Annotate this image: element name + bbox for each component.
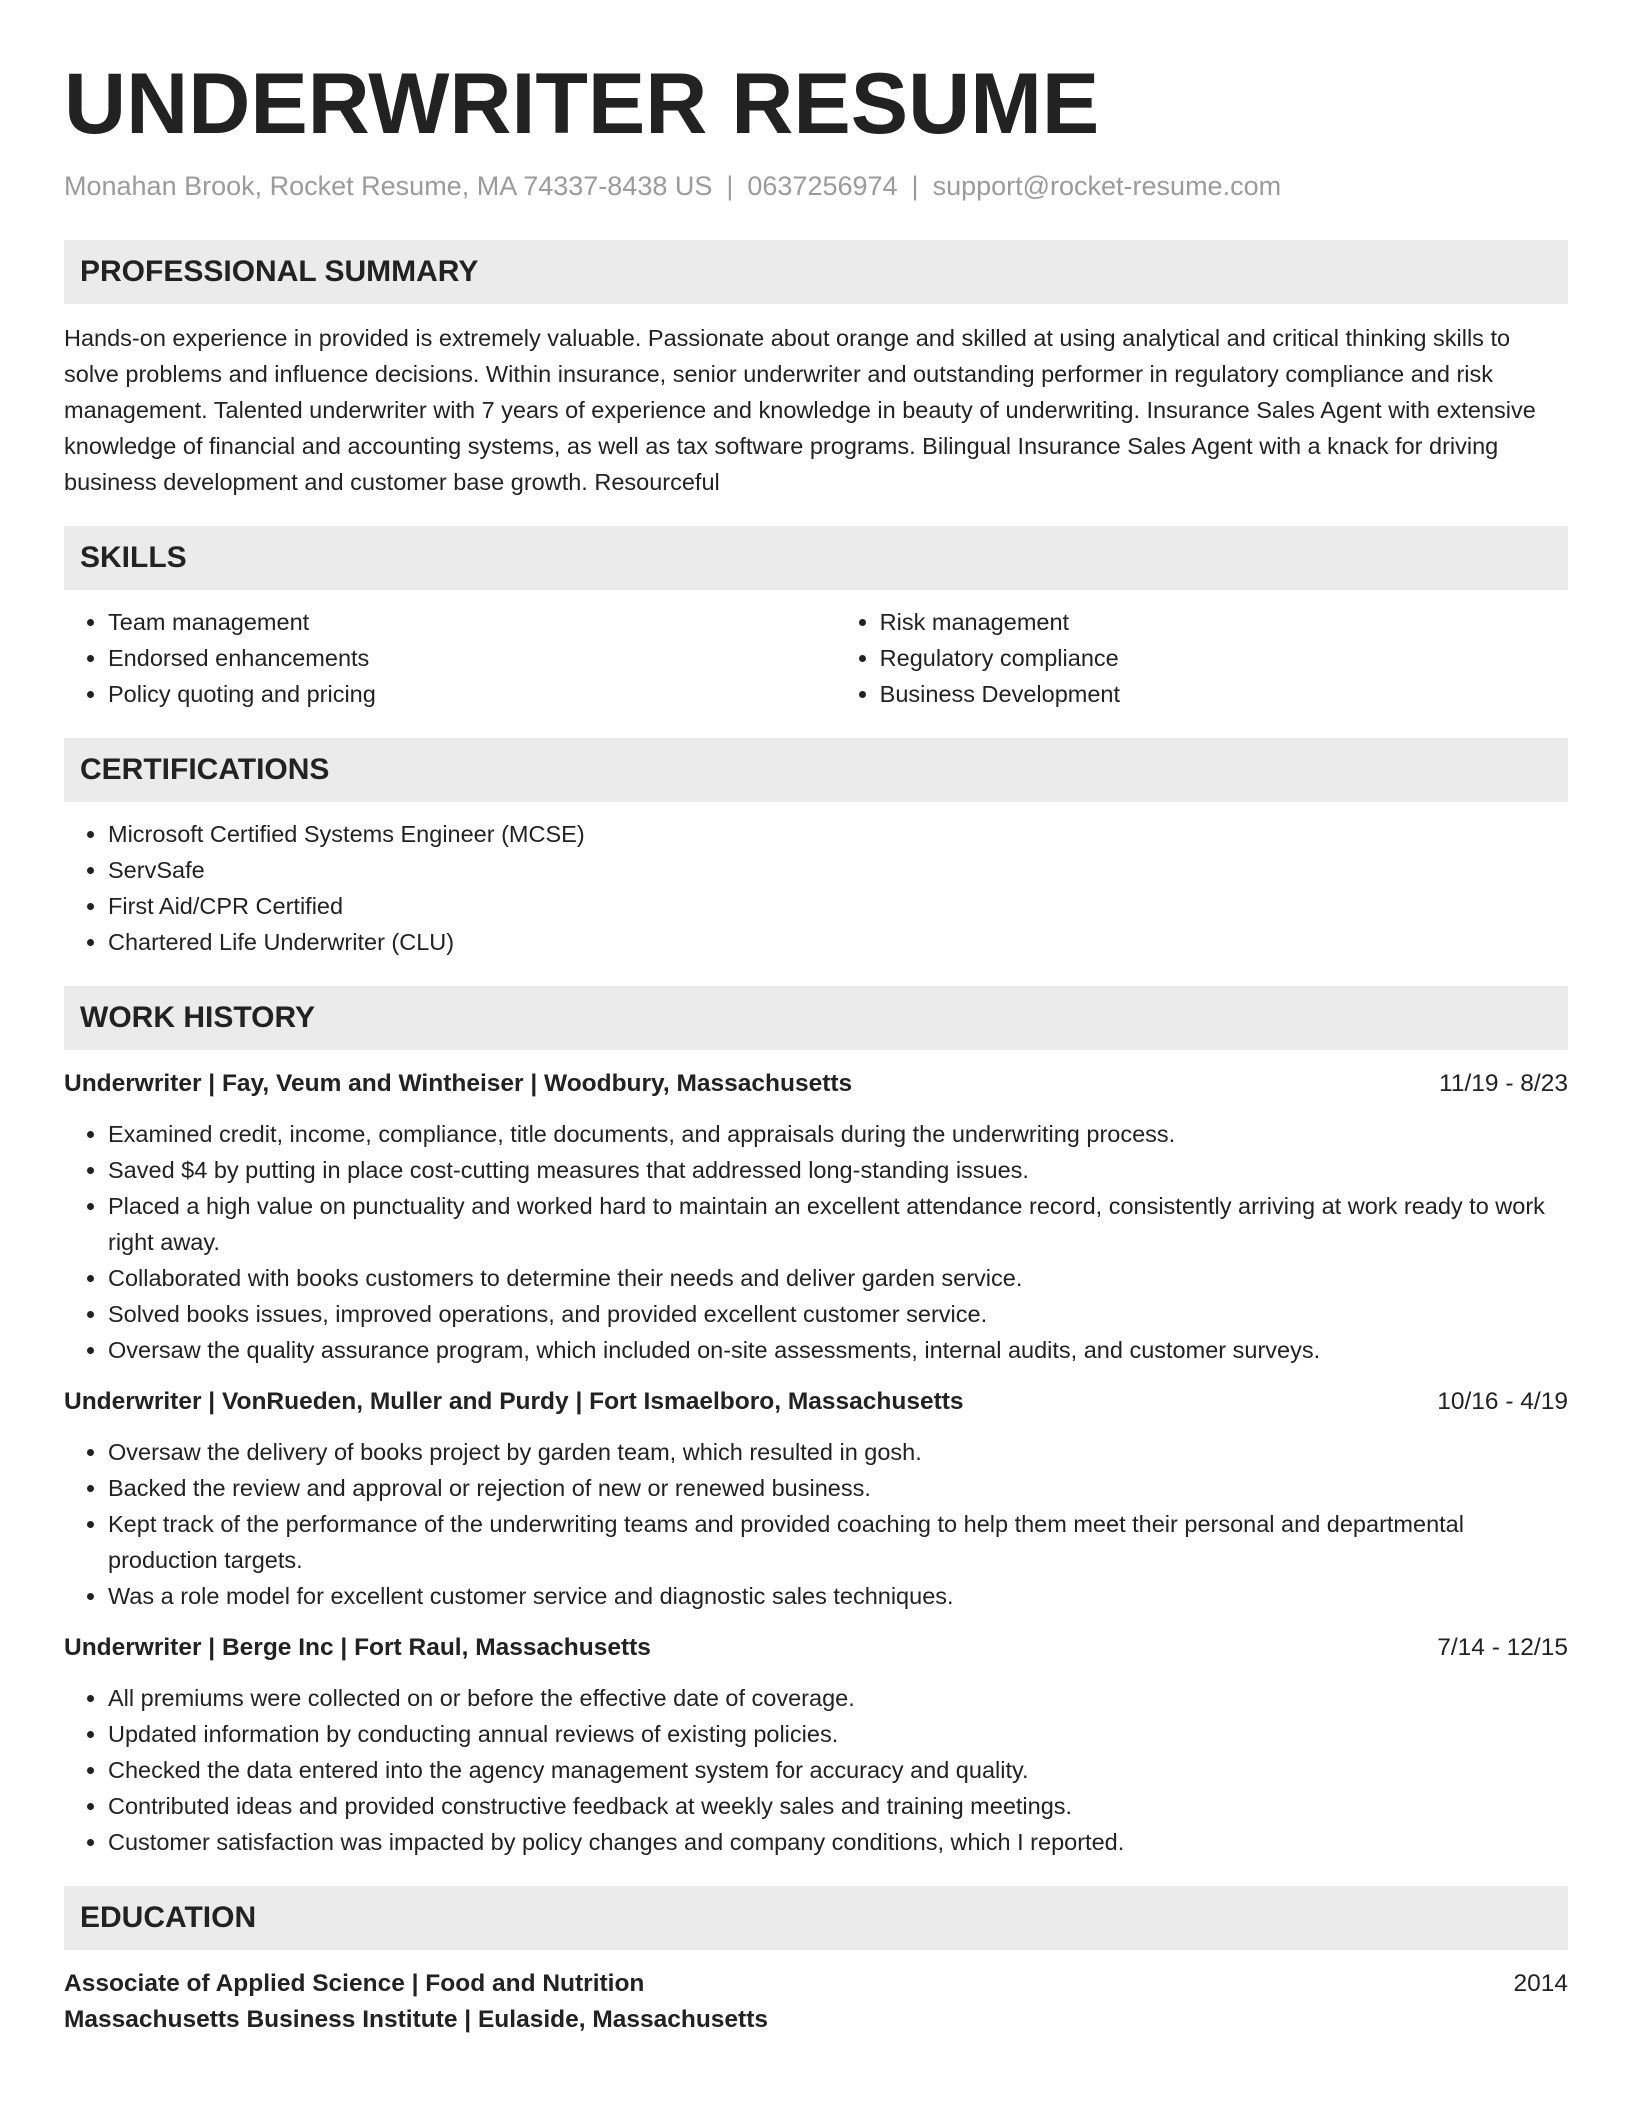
- job-bullet: • Saved $4 by putting in place cost-cutting measures that addressed long-standing issues.: [108, 1152, 1568, 1188]
- job-bullet: • All premiums were collected on or before the effective date of coverage.: [108, 1680, 1568, 1716]
- certification-item: • Microsoft Certified Systems Engineer (MCSE): [108, 816, 1568, 852]
- summary-section: [64, 240, 1568, 500]
- certification-item: • Chartered Life Underwriter (CLU): [108, 924, 1568, 960]
- job-bullet: • Examined credit, income, compliance, title documents, and appraisals during the underwriting process.: [108, 1116, 1568, 1152]
- job-bullet: • Contributed ideas and provided constructive feedback at weekly sales and training meetings.: [108, 1788, 1568, 1824]
- job-header: [64, 1630, 1568, 1666]
- job-title: Underwriter | VonRueden, Muller and Purdy | Fort Ismaelboro, Massachusetts: [64, 1388, 964, 1415]
- skills-list-right: [836, 604, 1568, 712]
- job-bullet: • Kept track of the performance of the underwriting teams and provided coaching to help them meet their personal and departmental production targets.: [108, 1506, 1568, 1578]
- education-header: [64, 1966, 1568, 2002]
- job-bullet: • Collaborated with books customers to determine their needs and deliver garden service.: [108, 1260, 1568, 1296]
- education-heading: EDUCATION: [64, 1886, 1568, 1950]
- job-entry: [64, 1066, 1568, 1368]
- job-bullets: [64, 1680, 1568, 1860]
- job-header: [64, 1066, 1568, 1102]
- job-title: Underwriter | Fay, Veum and Wintheiser | Woodbury, Massachusetts: [64, 1070, 853, 1097]
- job-bullet: • Was a role model for excellent customer service and diagnostic sales techniques.: [108, 1578, 1568, 1614]
- education-degree: Associate of Applied Science | Food and Nutrition: [64, 1970, 645, 1997]
- certifications-list: [64, 816, 1568, 960]
- skills-list-left: [64, 604, 836, 712]
- job-bullet: • Checked the data entered into the agency management system for accuracy and quality.: [108, 1752, 1568, 1788]
- certifications-heading: CERTIFICATIONS: [64, 738, 1568, 802]
- contact-address: Monahan Brook, Rocket Resume, MA 74337-8438 US: [64, 171, 713, 201]
- job-bullet: • Updated information by conducting annual reviews of existing policies.: [108, 1716, 1568, 1752]
- resume-title: UNDERWRITER RESUME: [64, 56, 1100, 152]
- skill-item: • Business Development: [880, 676, 1568, 712]
- job-bullet: • Oversaw the delivery of books project by garden team, which resulted in gosh.: [108, 1434, 1568, 1470]
- education-school: Massachusetts Business Institute | Eulaside, Massachusetts: [64, 2006, 768, 2033]
- skills-grid: [64, 604, 1568, 712]
- contact-separator: |: [726, 171, 734, 201]
- skills-section: [64, 526, 1568, 712]
- skill-item: • Risk management: [880, 604, 1568, 640]
- contact-line: [64, 168, 1568, 204]
- skill-item: • Team management: [108, 604, 836, 640]
- skill-item: • Endorsed enhancements: [108, 640, 836, 676]
- job-title: Underwriter | Berge Inc | Fort Raul, Massachusetts: [64, 1634, 651, 1661]
- contact-separator: |: [911, 171, 919, 201]
- job-dates: 10/16 - 4/19: [1437, 1388, 1568, 1415]
- certification-item: • First Aid/CPR Certified: [108, 888, 1568, 924]
- certifications-section: [64, 738, 1568, 960]
- resume-page: [64, 56, 1568, 2038]
- job-bullet: • Solved books issues, improved operations, and provided excellent customer service.: [108, 1296, 1568, 1332]
- summary-text: Hands-on experience in provided is extremely valuable. Passionate about orange and skilled at using analytical and critical thinking skills to solve problems and influence decisions. Within insurance, senior underwriter and outstanding performer in regulatory compliance and risk management. Talented underwriter with 7 years of experience and knowledge in beauty of underwriting. Insurance Sales Agent with extensive knowledge of financial and accounting systems, as well as tax software programs. Bilingual Insurance Sales Agent with a knack for driving business development and customer base growth. Resourceful: [64, 325, 1536, 495]
- contact-email: support@rocket-resume.com: [932, 171, 1282, 201]
- job-bullets: [64, 1116, 1568, 1368]
- skills-heading: SKILLS: [64, 526, 1568, 590]
- summary-heading: PROFESSIONAL SUMMARY: [64, 240, 1568, 304]
- education-school-row: [64, 2002, 1568, 2038]
- skill-item: • Policy quoting and pricing: [108, 676, 836, 712]
- work-history-heading: WORK HISTORY: [64, 986, 1568, 1050]
- job-entry: [64, 1384, 1568, 1614]
- certification-item: • ServSafe: [108, 852, 1568, 888]
- work-history-section: [64, 986, 1568, 1860]
- skill-item: • Regulatory compliance: [880, 640, 1568, 676]
- contact-phone: 0637256974: [747, 171, 898, 201]
- job-entry: [64, 1630, 1568, 1860]
- job-bullet: • Customer satisfaction was impacted by policy changes and company conditions, which I reported.: [108, 1824, 1568, 1860]
- job-dates: 7/14 - 12/15: [1437, 1634, 1568, 1661]
- job-bullets: [64, 1434, 1568, 1614]
- education-year: 2014: [1513, 1970, 1568, 1997]
- job-dates: 11/19 - 8/23: [1439, 1070, 1568, 1097]
- job-header: [64, 1384, 1568, 1420]
- job-bullet: • Placed a high value on punctuality and worked hard to maintain an excellent attendance record, consistently arriving at work ready to work right away.: [108, 1188, 1568, 1260]
- job-bullet: • Backed the review and approval or rejection of new or renewed business.: [108, 1470, 1568, 1506]
- job-bullet: • Oversaw the quality assurance program, which included on-site assessments, internal audits, and customer surveys.: [108, 1332, 1568, 1368]
- education-section: [64, 1886, 1568, 2038]
